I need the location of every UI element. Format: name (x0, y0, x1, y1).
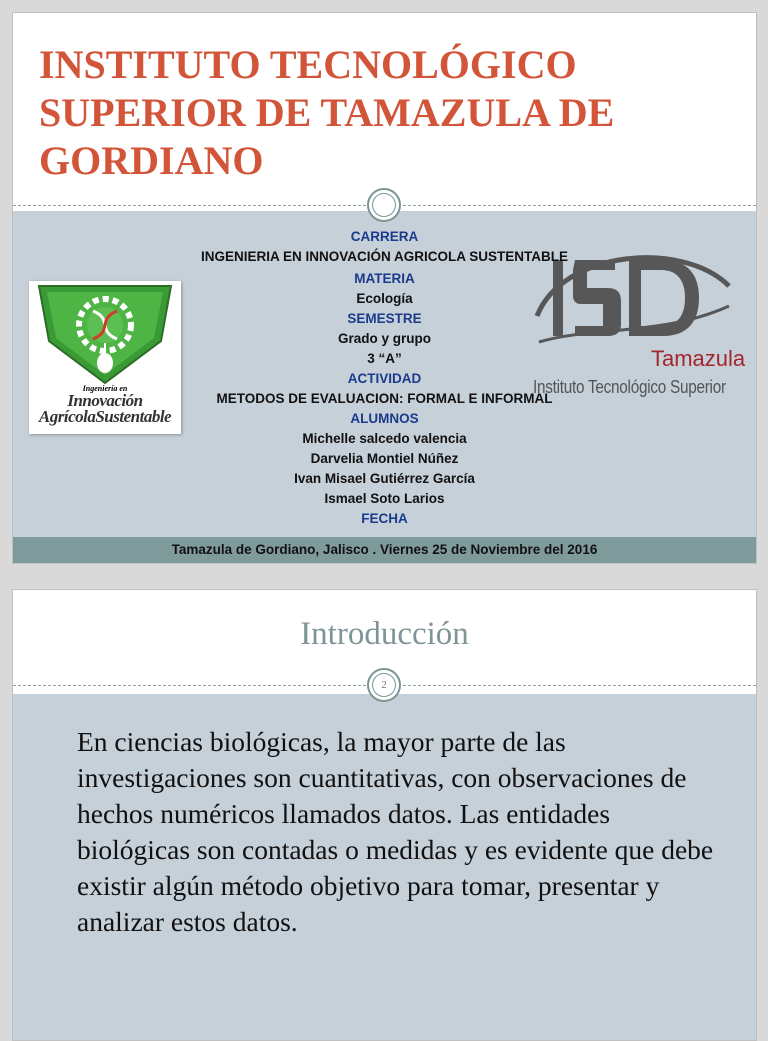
institute-title: INSTITUTO TECNOLÓGICO SUPERIOR DE TAMAZULA DE GORDIANO (39, 42, 615, 183)
alumnos-label: ALUMNOS (350, 411, 419, 426)
slide-number-circle (367, 668, 401, 702)
student-name: Ivan Misael Gutiérrez García (294, 471, 475, 486)
carrera-value: INGENIERIA EN INNOVACIÓN AGRICOLA SUSTENTABLE (200, 249, 568, 264)
logo-institute-text: Instituto Tecnológico Superior (533, 377, 726, 397)
materia-label: MATERIA (354, 271, 415, 286)
logo-city-text: Tamazula (651, 346, 746, 371)
agricola-logo-text (29, 384, 181, 425)
slide-marker-inner (372, 193, 396, 217)
course-info (172, 227, 597, 529)
date-location-footer: Tamazula de Gordiano, Jalisco . Viernes 25 de Noviembre del 2016 (13, 537, 756, 563)
materia-value: Ecología (356, 291, 413, 306)
dna-gear-emblem-icon (29, 281, 181, 386)
slide-title: Introducción (300, 616, 469, 652)
slide-number: 2 (372, 673, 396, 697)
semestre-value-1: Grado y grupo (337, 331, 431, 346)
semestre-label: SEMESTRE (347, 311, 422, 326)
actividad-label: ACTIVIDAD (347, 371, 422, 386)
slide-marker-circle (367, 188, 401, 222)
student-name: Darvelia Montiel Núñez (310, 451, 459, 466)
student-name: Ismael Soto Larios (324, 491, 445, 506)
student-name: Michelle salcedo valencia (302, 431, 467, 446)
logo-left-line2: Innovación (67, 391, 143, 410)
intro-paragraph: En ciencias biológicas, la mayor parte de las investigaciones son cuantitativas, con observaciones de hechos numéricos llamados datos. Las entidades biológicas son contadas o medidas y es evidente que debe existir algún método objetivo para tomar, presentar y analizar estos datos. (77, 726, 714, 937)
carrera-label: CARRERA (350, 229, 419, 244)
fecha-label: FECHA (361, 511, 408, 526)
title-header (13, 13, 756, 211)
semestre-value-2: 3 “A” (367, 351, 402, 366)
logo-left-line3: AgrícolaSustentable (38, 407, 172, 426)
actividad-value: METODOS DE EVALUACION: FORMAL E INFORMAL (216, 391, 553, 406)
logo-left-line1: Ingeniería en (82, 384, 128, 393)
agricola-logo (29, 281, 181, 434)
introduction-slide (12, 589, 757, 1041)
